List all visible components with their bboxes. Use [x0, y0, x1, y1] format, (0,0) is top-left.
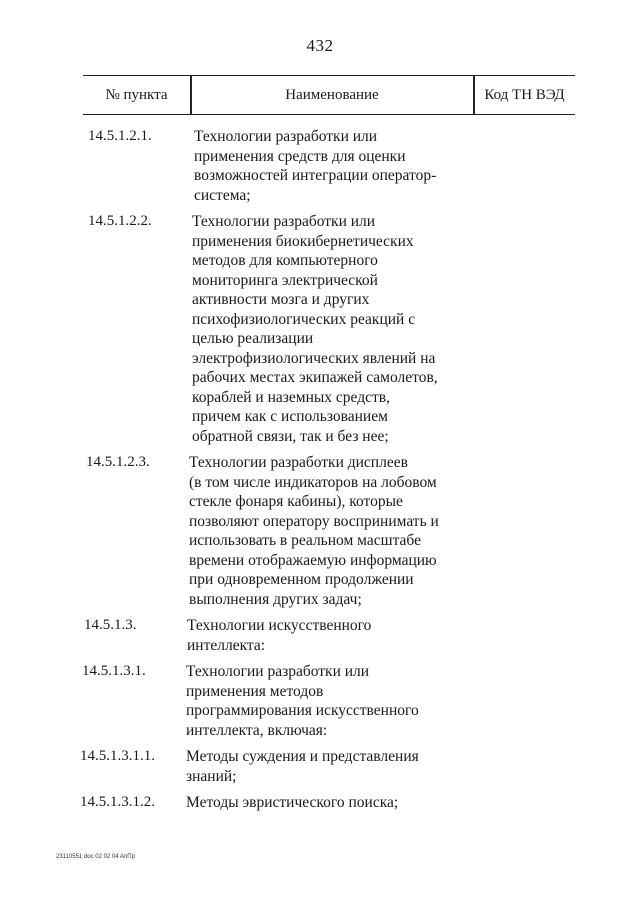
item-text: Технологии разработки или применения средств для оценки возможностей интеграции оператор- система;: [194, 128, 437, 204]
item-number: 14.5.1.3.1.: [82, 663, 146, 679]
header-number-column: № пункта: [105, 86, 168, 103]
header-name-column: Наименование: [285, 86, 379, 103]
table-header: [83, 75, 575, 115]
item-text: Методы суждения и представления знаний;: [186, 748, 419, 785]
footer-doc-id: 23110551 doc 02 02 04 AnПp: [56, 854, 135, 860]
item-text: Технологии искусственного интеллекта:: [187, 617, 372, 654]
item-text: Методы эвристического поиска;: [186, 794, 399, 811]
table-row: [0, 212, 640, 446]
item-text: Технологии разработки или применения биокибернетических методов для компьютерного мониторинга электрической активности мозга и других психофизиологических реакций с целью реализации электрофизиологических явлений на рабочих местах экипажей самолетов, кораблей и наземных средств, причем как с использованием обратной связи, так и без нее;: [192, 213, 438, 445]
table-row: [0, 453, 640, 609]
table-row: [0, 662, 640, 740]
item-number: 14.5.1.2.1.: [88, 128, 152, 144]
table-body: [0, 127, 640, 820]
table-row: [0, 127, 640, 205]
item-number: 14.5.1.2.3.: [86, 454, 150, 470]
item-number: 14.5.1.2.2.: [88, 213, 152, 229]
item-text: Технологии разработки дисплеев (в том числе индикаторов на лобовом стекле фонаря кабины), которые позволяют оператору воспринимать и использовать в реальном масштабе времени отображаемую информацию при одновременном продолжении выполнения других задач;: [189, 454, 439, 608]
page-number: 432: [306, 36, 334, 55]
table-row: [0, 747, 640, 786]
item-number: 14.5.1.3.1.2.: [80, 794, 155, 810]
table-row: [0, 793, 640, 813]
header-code-column: Код ТН ВЭД: [484, 86, 565, 103]
item-text: Технологии разработки или применения методов программирования искусственного интеллекта, включая:: [186, 663, 419, 739]
table-row: [0, 616, 640, 655]
item-number: 14.5.1.3.: [84, 617, 137, 633]
item-number: 14.5.1.3.1.1.: [80, 748, 155, 764]
